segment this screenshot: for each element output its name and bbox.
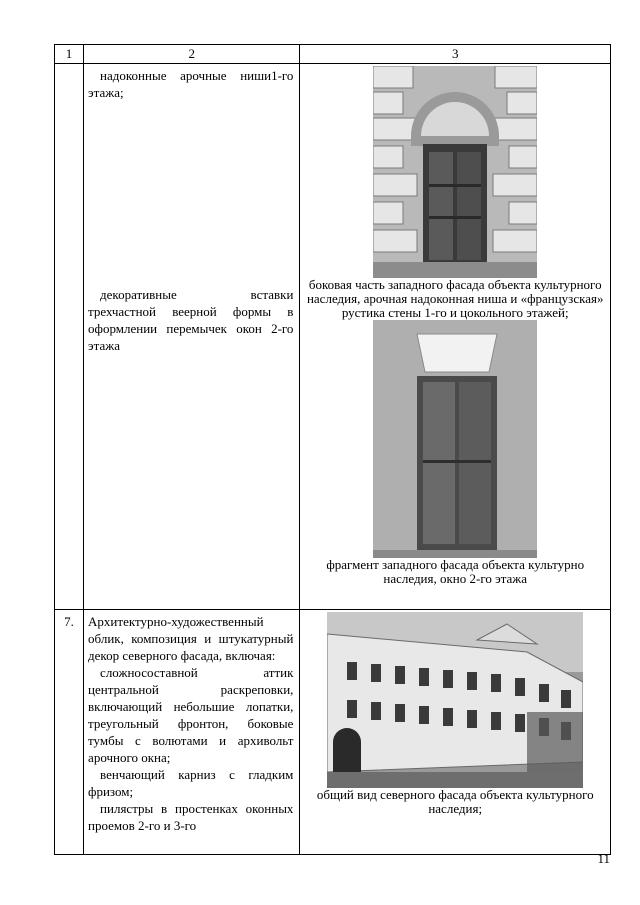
table-row xyxy=(55,610,611,855)
photo-arched-window-niche xyxy=(373,66,537,278)
photo-caption: общий вид северного фасада объекта культурного наследия; xyxy=(316,787,594,816)
description-text: пилястры в простенках оконных проемов 2-го и 3-го xyxy=(88,801,294,833)
header-cell-3: 3 xyxy=(300,45,611,64)
description-text: надоконные арочные ниши1-го этажа; xyxy=(88,68,294,100)
header-cell-1: 1 xyxy=(55,45,84,64)
photo-north-facade xyxy=(327,612,583,788)
description-cell xyxy=(84,64,300,610)
page-number: 11 xyxy=(597,851,610,866)
description-text: декоративные вставки трехчастной веерной формы в оформлении перемычек окон 2-го этажа xyxy=(88,287,294,353)
description-text: сложносоставной аттик центральной раскреповки, включающий небольшие лопатки, треугольный фронтон, боковые тумбы с волютами и архивольт арочного окна; xyxy=(88,665,294,765)
heritage-table xyxy=(54,44,611,855)
table-header-row xyxy=(55,45,611,64)
description-text: венчающий карниз с гладким фризом; xyxy=(88,767,294,799)
row-number: 7. xyxy=(55,610,84,855)
photo-second-floor-window xyxy=(373,320,537,558)
photo-caption: фрагмент западного фасада объекта культурно наследия, окно 2-го этажа xyxy=(326,557,585,586)
description-text: Архитектурно-художественный облик, композиция и штукатурный декор северного фасада, включая: xyxy=(88,614,294,663)
table-row xyxy=(55,64,611,610)
description-cell xyxy=(84,610,300,855)
photo-cell xyxy=(300,64,611,610)
photo-cell xyxy=(300,610,611,855)
photo-caption: боковая часть западного фасада объекта культурного наследия, арочная надоконная ниша и «французская» рустика стены 1-го и цокольного этажей; xyxy=(306,277,604,320)
row-number xyxy=(55,64,84,610)
header-cell-2: 2 xyxy=(84,45,300,64)
